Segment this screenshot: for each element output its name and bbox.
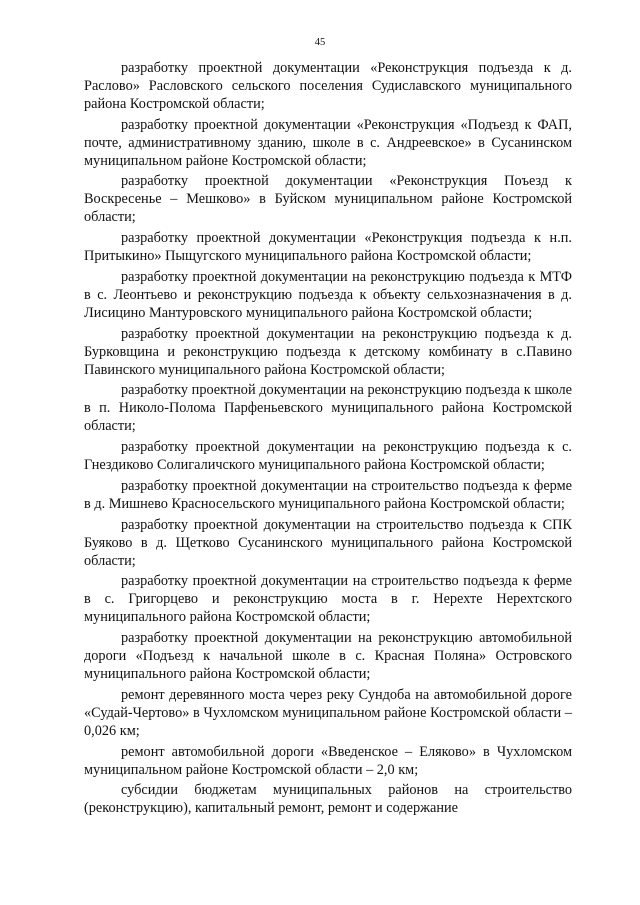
paragraph: разработку проектной документации на реконструкцию подъезда к МТФ в с. Леонтьево и реконструкцию подъезда к объекту сельхозназначения в д. Лисицино Мантуровского муниципального района Костромской области; [84,268,572,321]
paragraph: разработку проектной документации на строительство подъезда к ферме в с. Григорцево и реконструкцию моста в г. Нерехте Нерехтского муниципального района Костромской области; [84,573,572,626]
paragraph: разработку проектной документации «Реконструкция «Подъезд к ФАП, почте, административному зданию, школе в с. Андреевское» в Сусанинском муниципальном районе Костромской области; [84,116,572,169]
paragraph: ремонт автомобильной дороги «Введенское – Еляково» в Чухломском муниципальном районе Костромской области – 2,0 км; [84,743,572,778]
paragraph: субсидии бюджетам муниципальных районов на строительство (реконструкцию), капитальный ремонт, ремонт и содержание [84,782,572,817]
paragraph: разработку проектной документации «Реконструкция подъезда к д. Раслово» Расловского сельского поселения Судиславского муниципального района Костромской области; [84,60,572,112]
paragraph: разработку проектной документации на реконструкцию подъезда к д. Бурковщина и реконструкцию подъезда к детскому комбинату в с.Павино Павинского муниципального района Костромской области; [84,325,572,378]
paragraph: разработку проектной документации на строительство подъезда к СПК Буяково в д. Щетково Сусанинского муниципального района Костромской области; [84,516,572,569]
page-number: 45 [314,37,326,48]
paragraph: разработку проектной документации на реконструкцию подъезда к с. Гнездиково Солигаличского муниципального района Костромской области; [84,439,572,474]
document-body [84,60,572,821]
paragraph: разработку проектной документации на строительство подъезда к ферме в д. Мишнево Красносельского муниципального района Костромской области; [84,477,572,512]
paragraph: разработку проектной документации «Реконструкция подъезда к н.п. Притыкино» Пыщугского муниципального района Костромской области; [84,230,572,265]
paragraph: разработку проектной документации «Реконструкция Поъезд к Воскресенье – Мешково» в Буйском муниципальном районе Костромской области; [84,173,572,226]
paragraph: разработку проектной документации на реконструкцию подъезда к школе в п. Николо-Полома Парфеньевского муниципального района Костромской области; [84,382,572,435]
paragraph: разработку проектной документации на реконструкцию автомобильной дороги «Подъезд к начальной школе в с. Красная Поляна» Островского муниципального района Костромской области; [84,630,572,682]
paragraph: ремонт деревянного моста через реку Сундоба на автомобильной дороге «Судай-Чертово» в Чухломском муниципальном районе Костромской области – 0,026 км; [84,686,572,739]
